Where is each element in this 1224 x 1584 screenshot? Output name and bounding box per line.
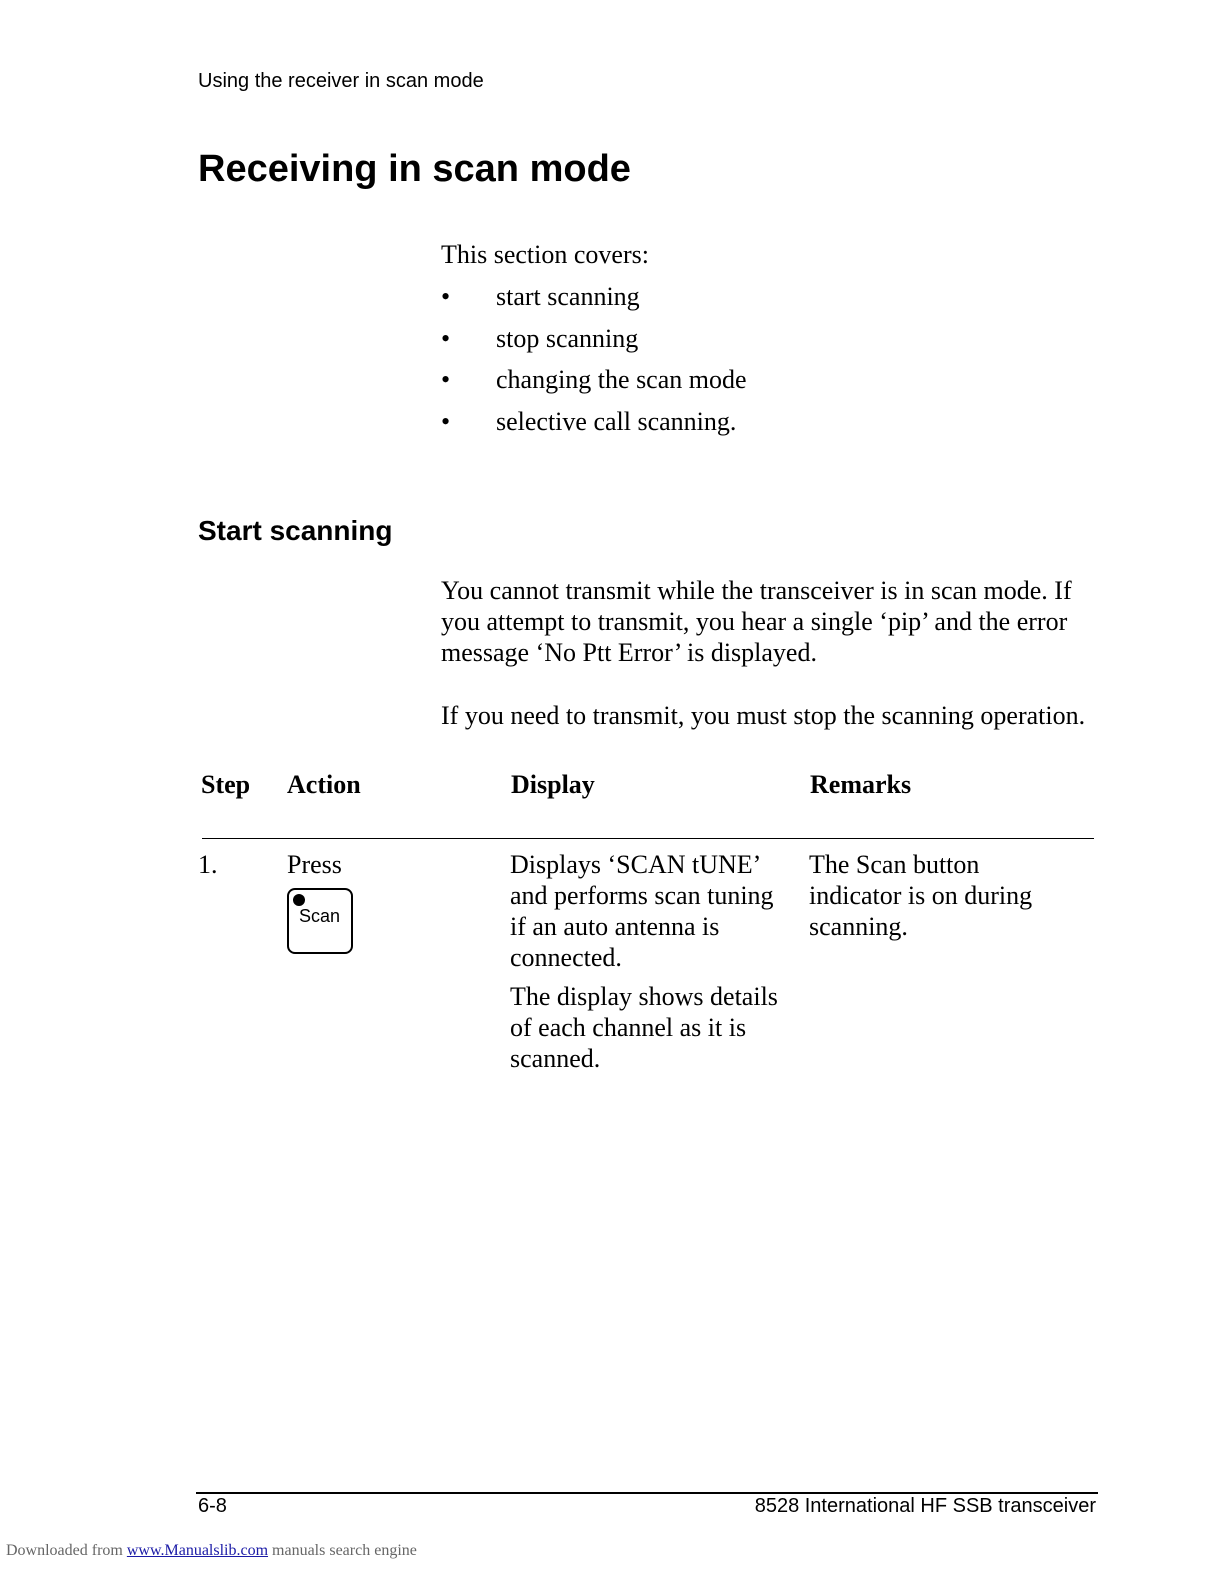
list-item — [441, 407, 747, 449]
paragraph-transmit-warning: You cannot transmit while the transceiver is in scan mode. If you attempt to transmit, you hear a single ‘pip’ and the error message ‘No Ptt Error’ is displayed. — [441, 576, 1072, 667]
download-note — [6, 1542, 417, 1560]
overview-lead: This section covers: — [441, 240, 649, 269]
page-title: Receiving in scan mode — [198, 148, 631, 190]
table-header-step: Step — [201, 770, 251, 799]
list-item-text: selective call scanning. — [496, 406, 737, 436]
display-cell — [510, 849, 795, 1074]
scan-indicator-icon — [293, 894, 305, 906]
scan-button-label: Scan — [299, 906, 341, 926]
download-note-prefix: Downloaded from — [6, 1542, 123, 1559]
paragraph-stop-to-transmit: If you need to transmit, you must stop the scanning operation. — [441, 701, 1086, 730]
scan-button-illustration — [287, 888, 353, 954]
list-item-text: start scanning — [496, 282, 640, 311]
action-text: Press — [287, 850, 342, 879]
display-text: Displays ‘SCAN tUNE’ and performs scan tuning if an auto antenna is connected. — [510, 850, 774, 972]
bullet-icon: • — [441, 406, 451, 436]
table-header-remarks: Remarks — [810, 770, 912, 799]
table-header-divider — [202, 838, 1094, 839]
list-item-text: stop scanning — [496, 323, 639, 353]
manualslib-link[interactable]: www.Manualslib.com — [126, 1542, 269, 1559]
section-heading-start-scanning: Start scanning — [198, 515, 393, 546]
list-item — [441, 365, 747, 407]
footer-divider — [196, 1492, 1098, 1494]
running-header: Using the receiver in scan mode — [198, 70, 484, 92]
table-header-action: Action — [287, 770, 361, 799]
display-text: The display shows details of each channel as it is scanned. — [510, 982, 778, 1073]
list-item-text: changing the scan mode — [496, 365, 747, 394]
step-number: 1. — [198, 850, 218, 879]
remarks-text: The Scan button indicator is on during scanning. — [809, 850, 1033, 941]
list-item — [441, 282, 747, 324]
table-header-display: Display — [511, 770, 595, 799]
list-item — [441, 324, 747, 366]
bullet-icon: • — [441, 282, 451, 311]
footer-product-name: 8528 International HF SSB transceiver — [754, 1495, 1096, 1517]
overview-list — [441, 282, 747, 448]
download-note-suffix: manuals search engine — [272, 1542, 417, 1559]
bullet-icon: • — [441, 323, 451, 353]
page-number: 6-8 — [198, 1495, 227, 1517]
section-overview — [441, 240, 747, 448]
bullet-icon: • — [441, 365, 451, 394]
